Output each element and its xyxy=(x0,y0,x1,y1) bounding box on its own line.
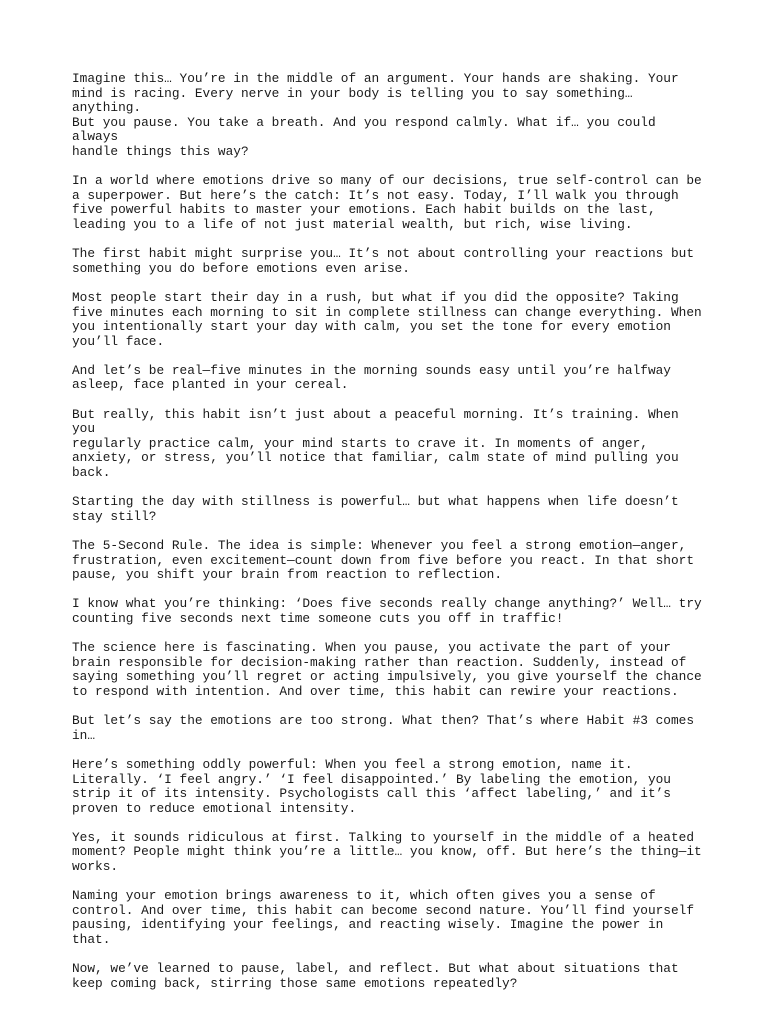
paragraph-15: Now, we’ve learned to pause, label, and reflect. But what about situations that keep coming back, stirring those same emotions repeatedly? xyxy=(72,961,679,991)
paragraph-2: In a world where emotions drive so many of our decisions, true self-control can be a superpower. But here’s the catch: It’s not easy. Today, I’ll walk you through five powerful habits to master your emotions. Each habit builds on the last, leading you to a life of not just material wealth, but rich, wise living. xyxy=(72,173,702,232)
paragraph-14: Naming your emotion brings awareness to it, which often gives you a sense of control. And over time, this habit can become second nature. You’ll find yourself pausing, identifying your feelings, and reacting wisely. Imagine the power in that. xyxy=(72,888,695,948)
paragraph-11: But let’s say the emotions are too strong. What then? That’s where Habit #3 comes in… xyxy=(72,713,695,743)
paragraph-7: Starting the day with stillness is powerful… but what happens when life doesn’t stay still? xyxy=(72,494,679,524)
paragraph-5: And let’s be real—five minutes in the morning sounds easy until you’re halfway asleep, face planted in your cereal. xyxy=(72,362,671,393)
paragraph-3: The first habit might surprise you… It’s not about controlling your reactions but something you do before emotions even arise. xyxy=(72,246,695,276)
paragraph-9: I know what you’re thinking: ‘Does five seconds really change anything?’ Well… try counting five seconds next time someone cuts you off in traffic! xyxy=(72,596,702,626)
paragraph-6: But really, this habit isn’t just about a peaceful morning. It’s training. When you regularly practice calm, your mind starts to crave it. In moments of anger, anxiety, or stress, you’ll notice that familiar, calm state of mind pulling you back. xyxy=(72,406,679,481)
paragraph-10: The science here is fascinating. When you pause, you activate the part of your brain responsible for decision-making rather than reaction. Suddenly, instead of saying something you’ll regret or acting impulsively, you give yourself the chance to respond with intention. And over time, this habit can rewire your reactions. xyxy=(72,640,702,699)
paragraph-4: Most people start their day in a rush, but what if you did the opposite? Taking five minutes each morning to sit in complete stillness can change everything. When you intentionally start your day with calm, you set the tone for every emotion you’ll face. xyxy=(72,289,702,349)
paragraph-12: Here’s something oddly powerful: When you feel a strong emotion, name it. Literally. ‘I feel angry.’ ‘I feel disappointed.’ By labeling the emotion, you strip it of its intensity. Psychologists call this ‘affect labeling,’ and it’s proven to reduce emotional intensity. xyxy=(72,756,671,816)
paragraph-13: Yes, it sounds ridiculous at first. Talking to yourself in the middle of a heated moment? People might think you’re a little… you know, off. But here’s the thing—it works. xyxy=(72,829,702,875)
document-page xyxy=(72,72,708,1006)
paragraph-1: Imagine this… You’re in the middle of an argument. Your hands are shaking. Your mind is racing. Every nerve in your body is telling you to say something… anything. But you pause. You take a breath. And you respond calmly. What if… you could always handle things this way? xyxy=(72,71,679,159)
paragraph-8: The 5-Second Rule. The idea is simple: Whenever you feel a strong emotion—anger, frustration, even excitement—count down from five before you react. In that short pause, you shift your brain from reaction to reflection. xyxy=(72,538,695,583)
